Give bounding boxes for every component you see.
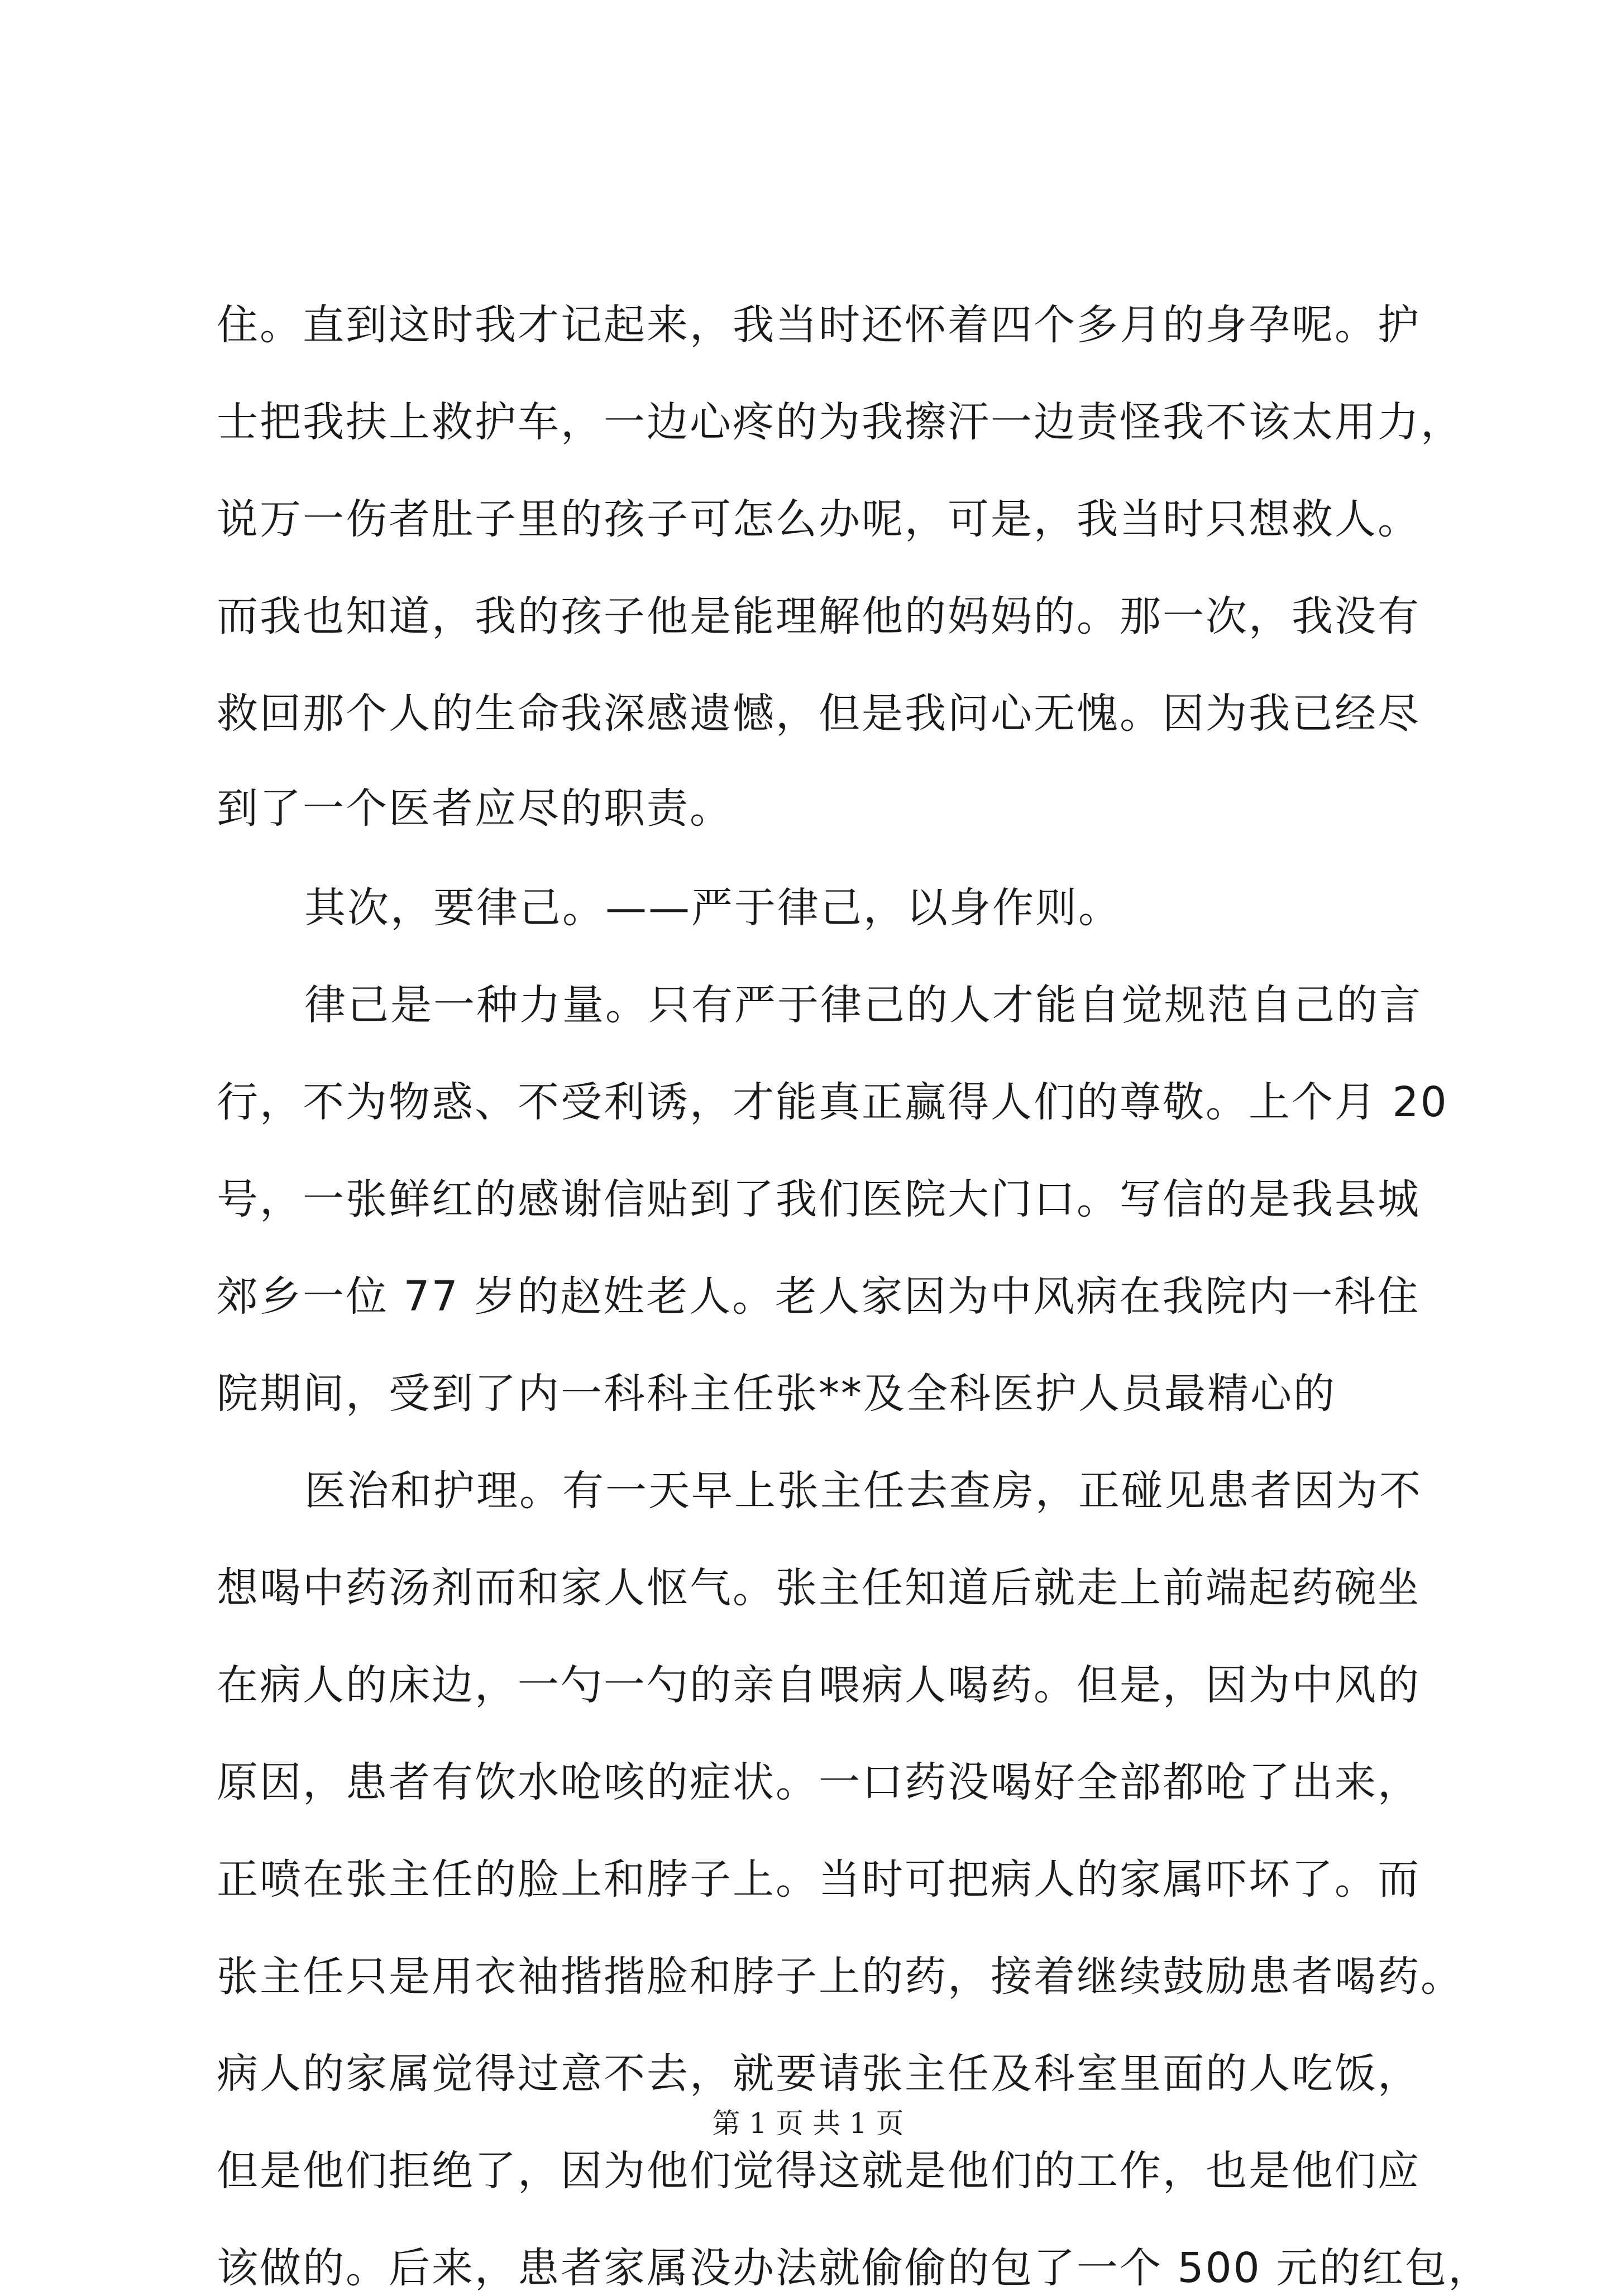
body-line-3: 说万一伤者肚子里的孩子可怎么办呢，可是，我当时只想救人。 [217, 495, 1421, 543]
body-line-6: 到了一个医者应尽的职责。 [217, 785, 733, 833]
body-line-9: 行，不为物惑、不受利诱，才能真正赢得人们的尊敬。上个月 20 [217, 1078, 1448, 1126]
body-line-13: 医治和护理。有一天早上张主任去查房，正碰见患者因为不 [304, 1467, 1422, 1515]
body-line-10: 号，一张鲜红的感谢信贴到了我们医院大门口。写信的是我县城 [217, 1175, 1421, 1223]
body-line-17: 正喷在张主任的脸上和脖子上。当时可把病人的家属吓坏了。而 [217, 1855, 1421, 1903]
body-line-7: 其次，要律己。——严于律己，以身作则。 [304, 884, 1121, 932]
body-line-2: 士把我扶上救护车，一边心疼的为我擦汗一边责怪我不该太用力， [217, 398, 1464, 446]
body-line-12: 院期间，受到了内一科科主任张**及全科医护人员最精心的 [217, 1370, 1336, 1418]
body-line-14: 想喝中药汤剂而和家人怄气。张主任知道后就走上前端起药碗坐 [217, 1564, 1421, 1612]
body-line-11: 郊乡一位 77 岁的赵姓老人。老人家因为中风病在我院内一科住 [217, 1273, 1421, 1321]
page-footer: 第 1 页 共 1 页 [712, 2107, 904, 2140]
body-line-20: 但是他们拒绝了，因为他们觉得这就是他们的工作，也是他们应 [217, 2147, 1421, 2195]
body-line-8: 律己是一种力量。只有严于律己的人才能自觉规范自己的言 [304, 981, 1422, 1029]
body-line-1: 住。直到这时我才记起来，我当时还怀着四个多月的身孕呢。护 [217, 301, 1421, 349]
body-line-16: 原因，患者有饮水呛咳的症状。一口药没喝好全部都呛了出来， [217, 1758, 1421, 1806]
body-line-19: 病人的家属觉得过意不去，就要请张主任及科室里面的人吃饭， [217, 2050, 1421, 2098]
body-line-5: 救回那个人的生命我深感遗憾，但是我问心无愧。因为我已经尽 [217, 690, 1421, 738]
body-line-15: 在病人的床边，一勺一勺的亲自喂病人喝药。但是，因为中风的 [217, 1661, 1421, 1709]
body-line-18: 张主任只是用衣袖揩揩脸和脖子上的药，接着继续鼓励患者喝药。 [217, 1953, 1464, 2001]
body-line-21: 该做的。后来，患者家属没办法就偷偷的包了一个 500 元的红包， [217, 2244, 1491, 2292]
body-line-4: 而我也知道，我的孩子他是能理解他的妈妈的。那一次，我没有 [217, 592, 1421, 640]
